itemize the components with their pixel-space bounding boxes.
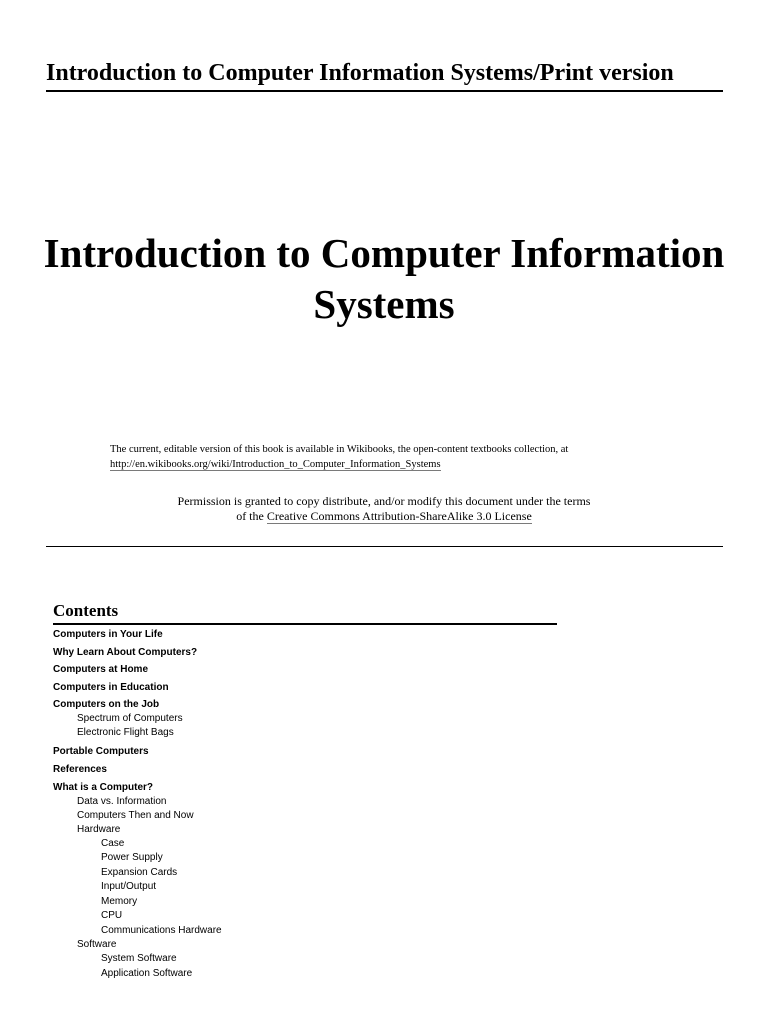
toc-item[interactable]: CPU xyxy=(101,910,123,922)
wikibooks-link[interactable]: http://en.wikibooks.org/wiki/Introduction_to_Computer_Information_Systems xyxy=(110,459,441,470)
toc-item[interactable]: Data vs. Information xyxy=(77,795,167,807)
toc-heading: Contents xyxy=(53,600,557,625)
toc-item[interactable]: Why Learn About Computers? xyxy=(53,646,198,658)
toc-item[interactable]: Software xyxy=(77,939,117,951)
toc-item[interactable]: Portable Computers xyxy=(53,746,149,758)
toc-item[interactable]: Memory xyxy=(101,895,138,907)
toc-item[interactable]: System Software xyxy=(101,953,177,965)
toc-list xyxy=(53,628,557,981)
toc-item[interactable]: Computers at Home xyxy=(53,664,149,676)
license-link[interactable]: Creative Commons Attribution-ShareAlike 3.0 License xyxy=(266,509,532,523)
toc-item[interactable]: Spectrum of Computers xyxy=(77,713,183,725)
toc-item[interactable]: Expansion Cards xyxy=(101,866,178,878)
availability-text: The current, editable version of this book is available in Wikibooks, the open-content textbooks collection, at xyxy=(110,444,569,455)
toc-item[interactable]: Communications Hardware xyxy=(101,924,222,936)
toc-item[interactable]: Computers in Your Life xyxy=(53,629,163,640)
toc-item[interactable]: Power Supply xyxy=(101,852,163,864)
toc-item[interactable]: Computers Then and Now xyxy=(77,809,194,821)
license-text: Permission is granted to copy distribute, and/or modify this document under the terms xyxy=(177,494,591,508)
book-title: Introduction to Computer Information Systems xyxy=(43,230,725,327)
toc-item[interactable]: Input/Output xyxy=(101,881,157,893)
book-title-block xyxy=(0,228,768,330)
section-divider xyxy=(46,546,723,547)
toc-item[interactable]: References xyxy=(53,763,107,775)
availability-note xyxy=(110,442,670,472)
toc-item[interactable]: What is a Computer? xyxy=(53,781,154,793)
toc-item[interactable]: Computers in Education xyxy=(53,681,169,693)
toc-item[interactable]: Case xyxy=(101,837,125,849)
toc-item[interactable]: Computers on the Job xyxy=(53,699,160,711)
table-of-contents xyxy=(53,600,557,981)
toc-item[interactable]: Application Software xyxy=(101,967,193,979)
toc-item[interactable]: Electronic Flight Bags xyxy=(77,727,174,739)
page-title: Introduction to Computer Information Systems/Print version xyxy=(46,60,674,86)
license-note xyxy=(0,494,768,524)
license-prefix: of the xyxy=(236,509,267,523)
toc-item[interactable]: Hardware xyxy=(77,823,121,835)
page-header xyxy=(46,59,723,92)
